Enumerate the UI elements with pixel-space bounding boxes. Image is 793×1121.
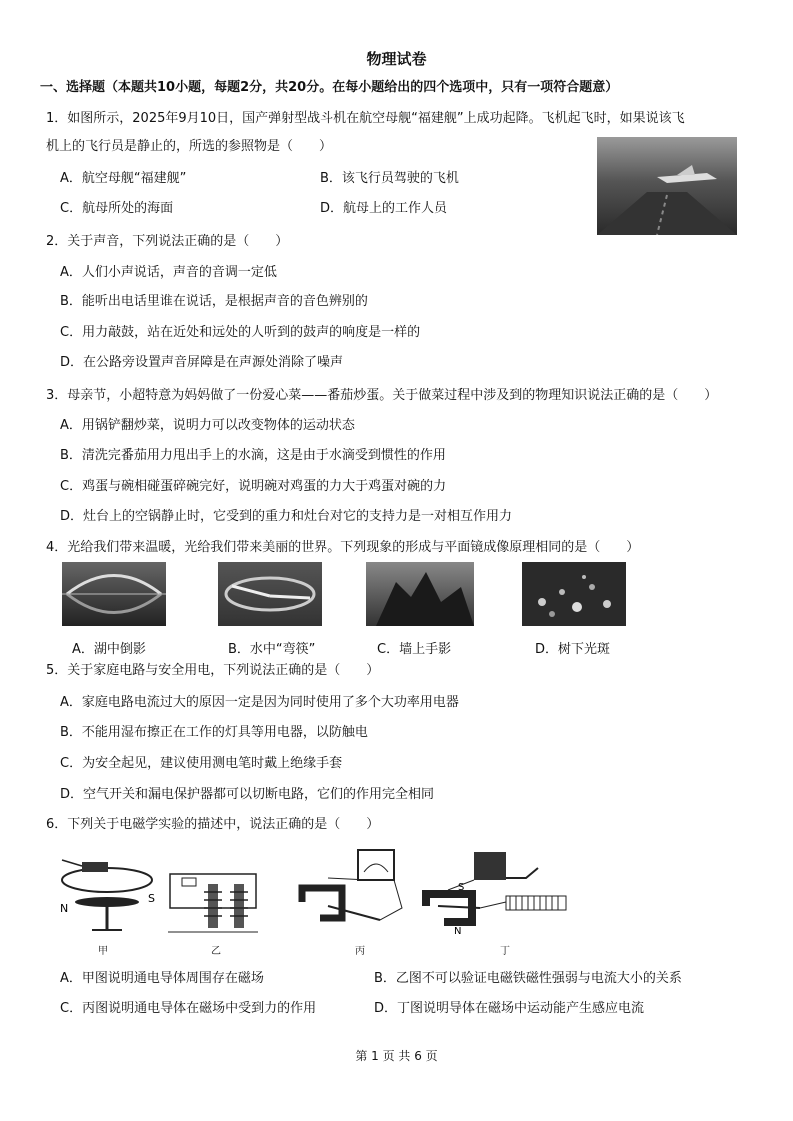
q6-option-a[interactable]: A．甲图说明通电导体周围存在磁场 xyxy=(60,971,264,986)
q3-option-d[interactable]: D．灶台上的空锅静止时，它受到的重力和灶台对它的支持力是一对相互作用力 xyxy=(60,509,513,524)
diagram-label-ding: 丁 xyxy=(500,946,510,957)
q2-option-a[interactable]: A．人们小声说话，声音的音调一定低 xyxy=(60,265,277,280)
q5-option-c[interactable]: C．为安全起见，建议使用测电笔时戴上绝缘手套 xyxy=(60,756,343,771)
q1-option-a[interactable]: A．航空母舰“福建舰” xyxy=(60,171,187,186)
ding-s-label: S xyxy=(458,882,465,893)
lake-reflection-photo xyxy=(62,562,166,626)
q2-stem: 2．关于声音，下列说法正确的是（ ） xyxy=(46,234,289,249)
q4-option-b[interactable]: B．水中“弯筷” xyxy=(228,642,316,657)
q3-option-b[interactable]: B．清洗完番茄用力甩出手上的水滴，这是由于水滴受到惯性的作用 xyxy=(60,448,446,463)
q1-option-d[interactable]: D．航母上的工作人员 xyxy=(320,201,448,216)
bent-chopstick-photo xyxy=(218,562,322,626)
q5-option-a[interactable]: A．家庭电路电流过大的原因一定是因为同时使用了多个大功率用电器 xyxy=(60,695,459,710)
q5-stem: 5．关于家庭电路与安全用电，下列说法正确的是（ ） xyxy=(46,663,380,678)
q6-option-b[interactable]: B．乙图不可以验证电磁铁磁性强弱与电流大小的关系 xyxy=(374,971,682,986)
hand-shadow-photo xyxy=(366,562,474,626)
diagram-label-bing: 丙 xyxy=(355,946,365,957)
q3-option-c[interactable]: C．鸡蛋与碗相碰蛋碎碗完好，说明碗对鸡蛋的力大于鸡蛋对碗的力 xyxy=(60,479,447,494)
diagram-yi-electromagnet xyxy=(168,868,260,940)
q3-option-a[interactable]: A．用锅铲翻炒菜，说明力可以改变物体的运动状态 xyxy=(60,418,355,433)
q4-option-c[interactable]: C．墙上手影 xyxy=(377,642,452,657)
carrier-jet-photo xyxy=(597,137,737,235)
section-heading: 一、选择题（本题共10小题，每题2分，共20分。在每小题给出的四个选项中，只有一项符合题意） xyxy=(40,80,619,95)
jia-s-label: S xyxy=(148,892,155,905)
q1-stem-line1: 1．如图所示，2025年9月10日，国产弹射型战斗机在航空母舰“福建舰”上成功起降。飞机起飞时，如果说该飞 xyxy=(46,111,685,126)
q6-option-d[interactable]: D．丁图说明导体在磁场中运动能产生感应电流 xyxy=(374,1001,645,1016)
diagram-bing-motor-effect xyxy=(298,848,404,938)
diagram-jia-current-wire xyxy=(52,850,162,945)
ding-n-label: N xyxy=(454,926,462,937)
diagram-label-jia: 甲 xyxy=(98,946,108,957)
page-footer: 第 1 页 共 6 页 xyxy=(355,1049,438,1063)
exam-title: 物理试卷 xyxy=(366,50,427,68)
water-bowl-icon xyxy=(218,562,322,626)
q2-option-b[interactable]: B．能听出电话里谁在说话，是根据声音的音色辨别的 xyxy=(60,294,368,309)
q2-option-c[interactable]: C．用力敲鼓，站在近处和远处的人听到的鼓声的响度是一样的 xyxy=(60,325,421,340)
q5-option-b[interactable]: B．不能用湿布擦正在工作的灯具等用电器，以防触电 xyxy=(60,725,368,740)
jia-n-label: N xyxy=(60,902,69,915)
hand-shadow-icon xyxy=(366,562,474,626)
q1-stem-line2: 机上的飞行员是静止的，所选的参照物是（ ） xyxy=(46,139,333,154)
q4-option-a[interactable]: A．湖中倒影 xyxy=(72,642,146,657)
q2-option-d[interactable]: D．在公路旁设置声音屏障是在声源处消除了噪声 xyxy=(60,355,344,370)
light-spots-icon xyxy=(522,562,626,626)
q1-option-b[interactable]: B．该飞行员驾驶的飞机 xyxy=(320,171,459,186)
q3-stem: 3．母亲节，小超特意为妈妈做了一份爱心菜——番茄炒蛋。关于做菜过程中涉及到的物理知识说法正确的是（ ） xyxy=(46,388,718,403)
diagram-label-yi: 乙 xyxy=(211,946,221,957)
jet-illustration xyxy=(597,137,737,235)
q6-stem: 6．下列关于电磁学实验的描述中，说法正确的是（ ） xyxy=(46,817,380,832)
q1-option-c[interactable]: C．航母所处的海面 xyxy=(60,201,174,216)
diagram-ding-induction xyxy=(418,850,578,940)
q4-stem: 4．光给我们带来温暖，光给我们带来美丽的世界。下列现象的形成与平面镜成像原理相同的是（ ） xyxy=(46,540,640,555)
bridge-reflection-icon xyxy=(62,562,166,626)
tree-light-spots-photo xyxy=(522,562,626,626)
q4-option-d[interactable]: D．树下光斑 xyxy=(535,642,611,657)
q6-option-c[interactable]: C．丙图说明通电导体在磁场中受到力的作用 xyxy=(60,1001,317,1016)
q5-option-d[interactable]: D．空气开关和漏电保护器都可以切断电路，它们的作用完全相同 xyxy=(60,787,435,802)
